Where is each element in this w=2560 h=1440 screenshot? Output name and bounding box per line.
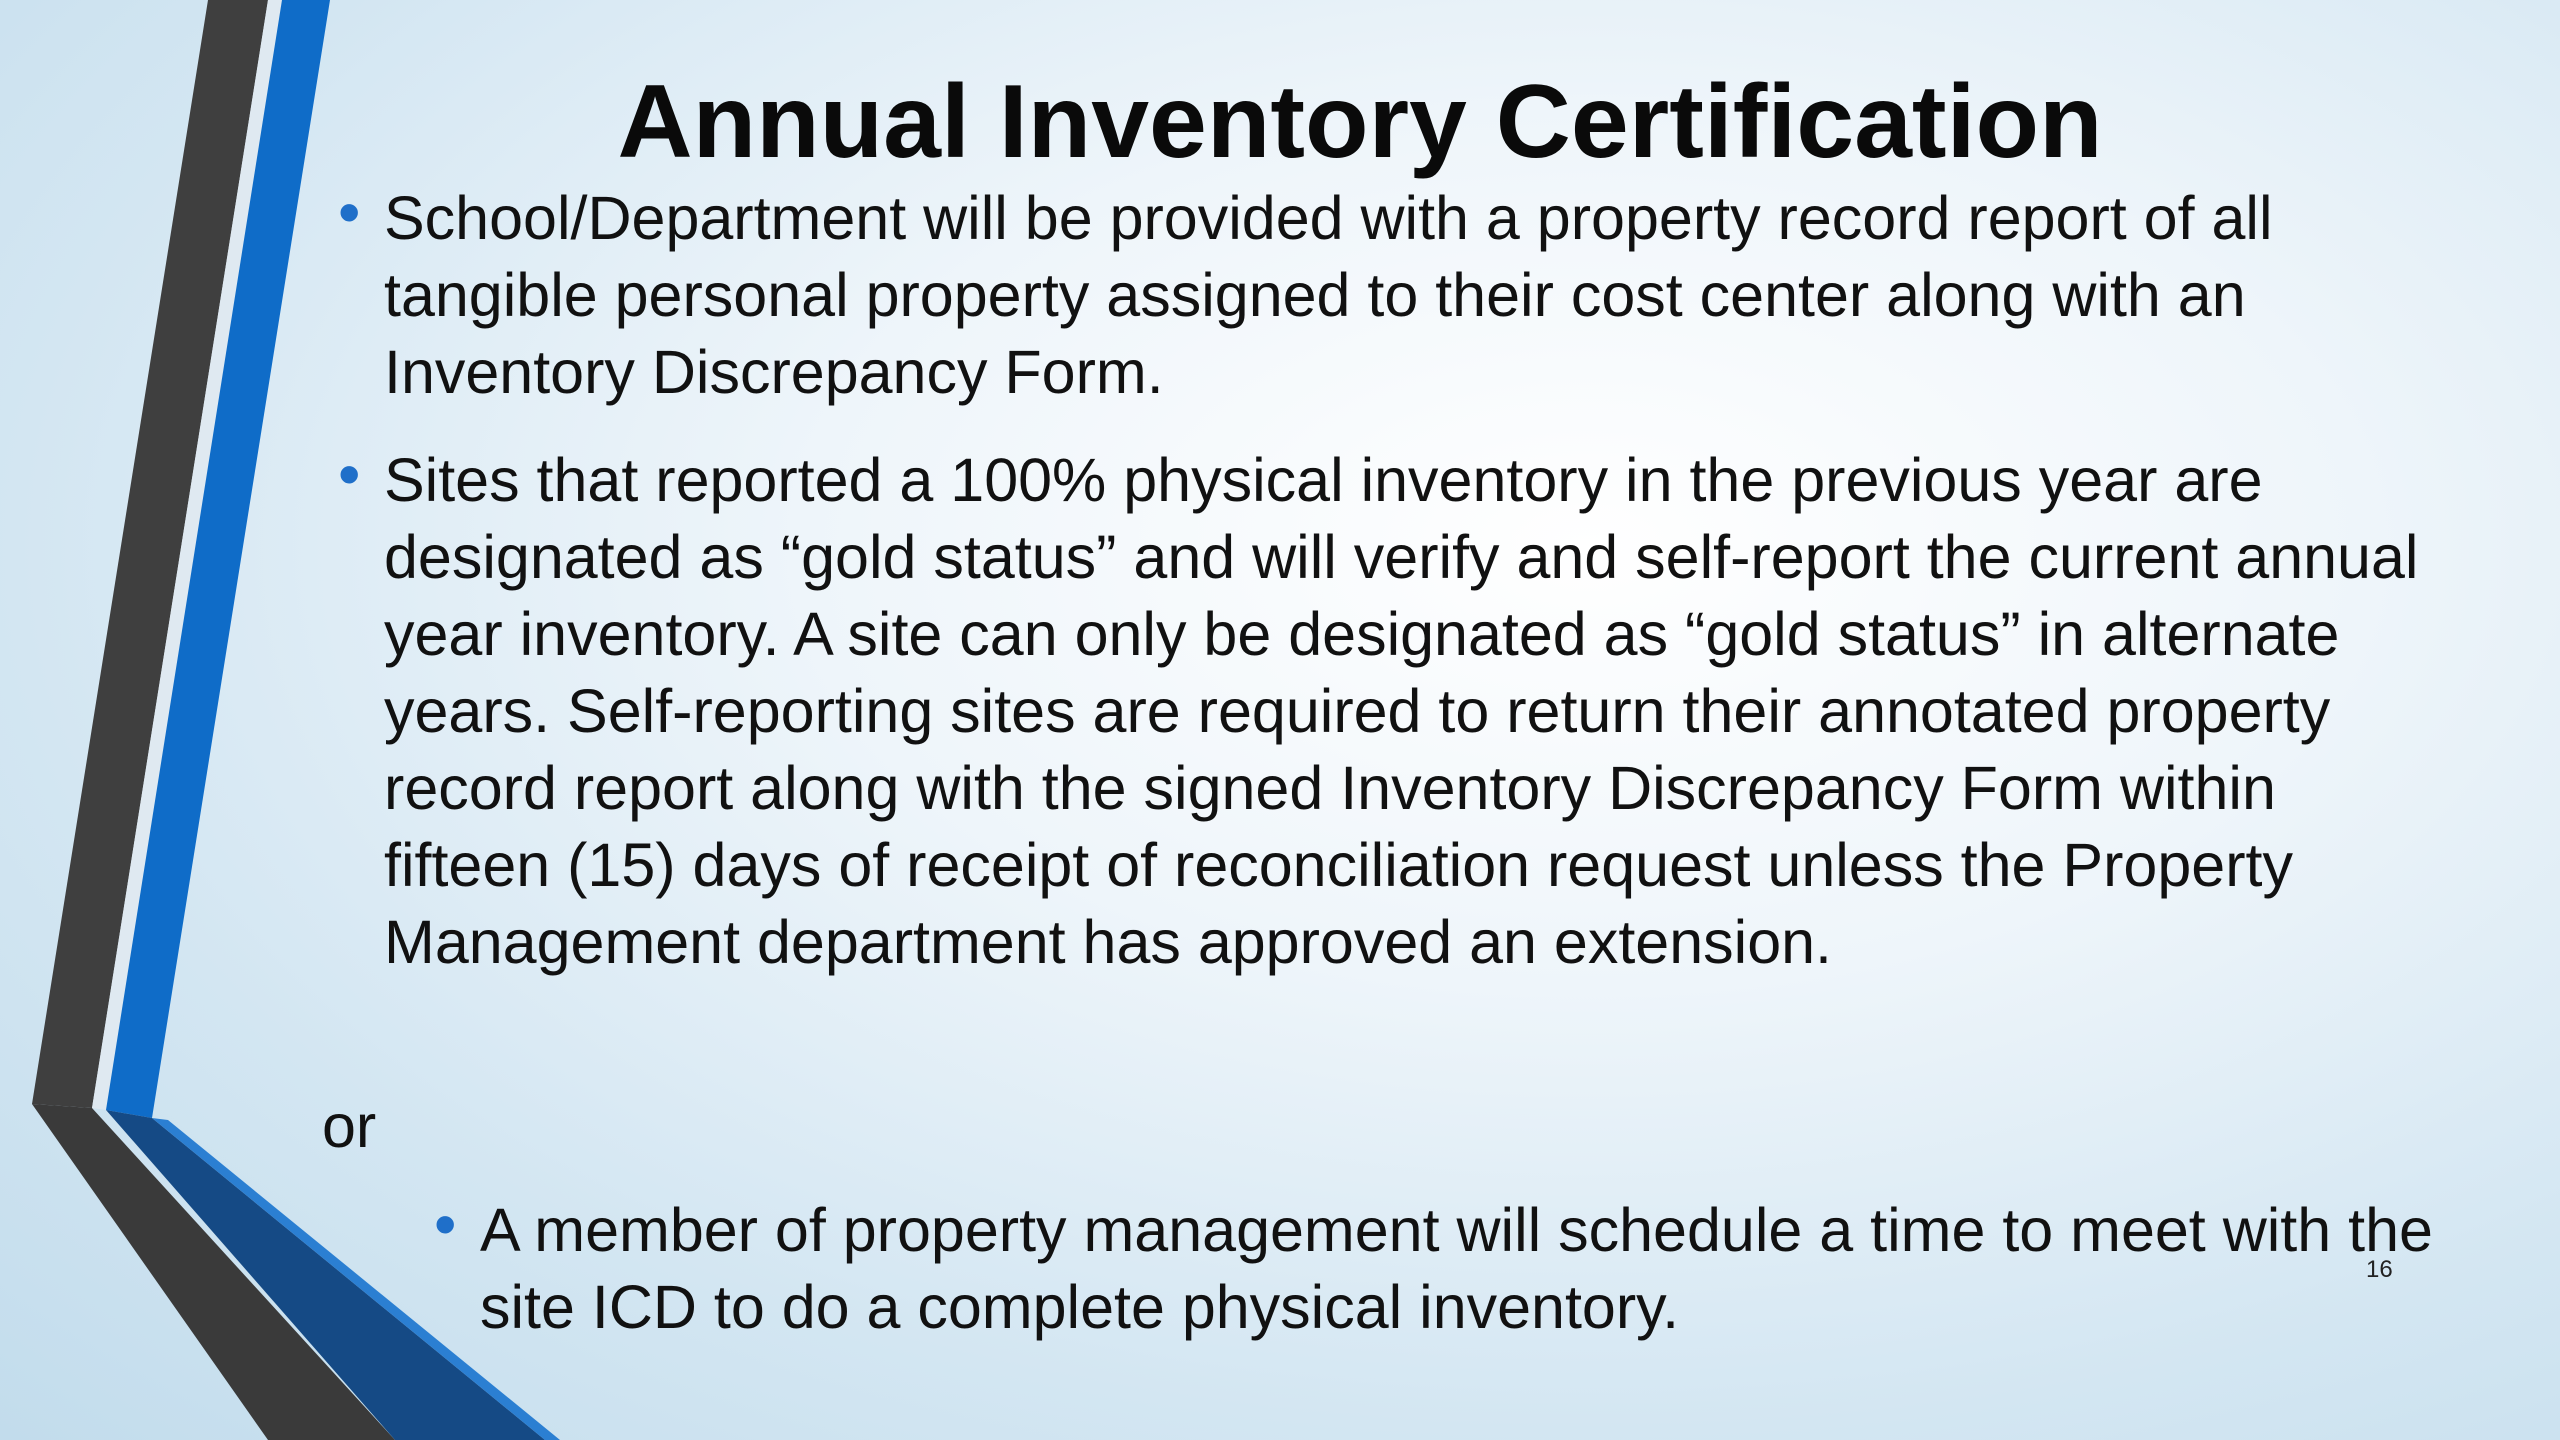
bullet-dot-icon: • [338,176,361,248]
separator-text: or [322,1092,377,1160]
sub-bullet-item [434,1188,2440,1346]
page-number: 16 [2366,1256,2393,1283]
sub-bullet-text: A member of property management will schedule a time to meet with the site ICD to do a complete physical inventory. [480,1196,2433,1341]
bullet-text: Sites that reported a 100% physical inventory in the previous year are designated as “gold status” and will verify and self-report the current annual year inventory. A site can only be designated as “gold status” in alternate years. Self-reporting sites are required to return their annotated property record report along with the signed Inventory Discrepancy Form within fifteen (15) days of receipt of reconciliation request unless the Property Management department has approved an extension. [384,446,2419,976]
bullet-dot-icon: • [338,438,361,510]
bullet-text: School/Department will be provided with a property record report of all tangible personal property assigned to their cost center along with an Inventory Discrepancy Form. [384,184,2273,406]
bullet-item [338,176,2444,411]
bullet-item [338,438,2444,981]
slide-title: Annual Inventory Certification [617,64,2103,180]
bullet-dot-icon: • [434,1188,457,1260]
